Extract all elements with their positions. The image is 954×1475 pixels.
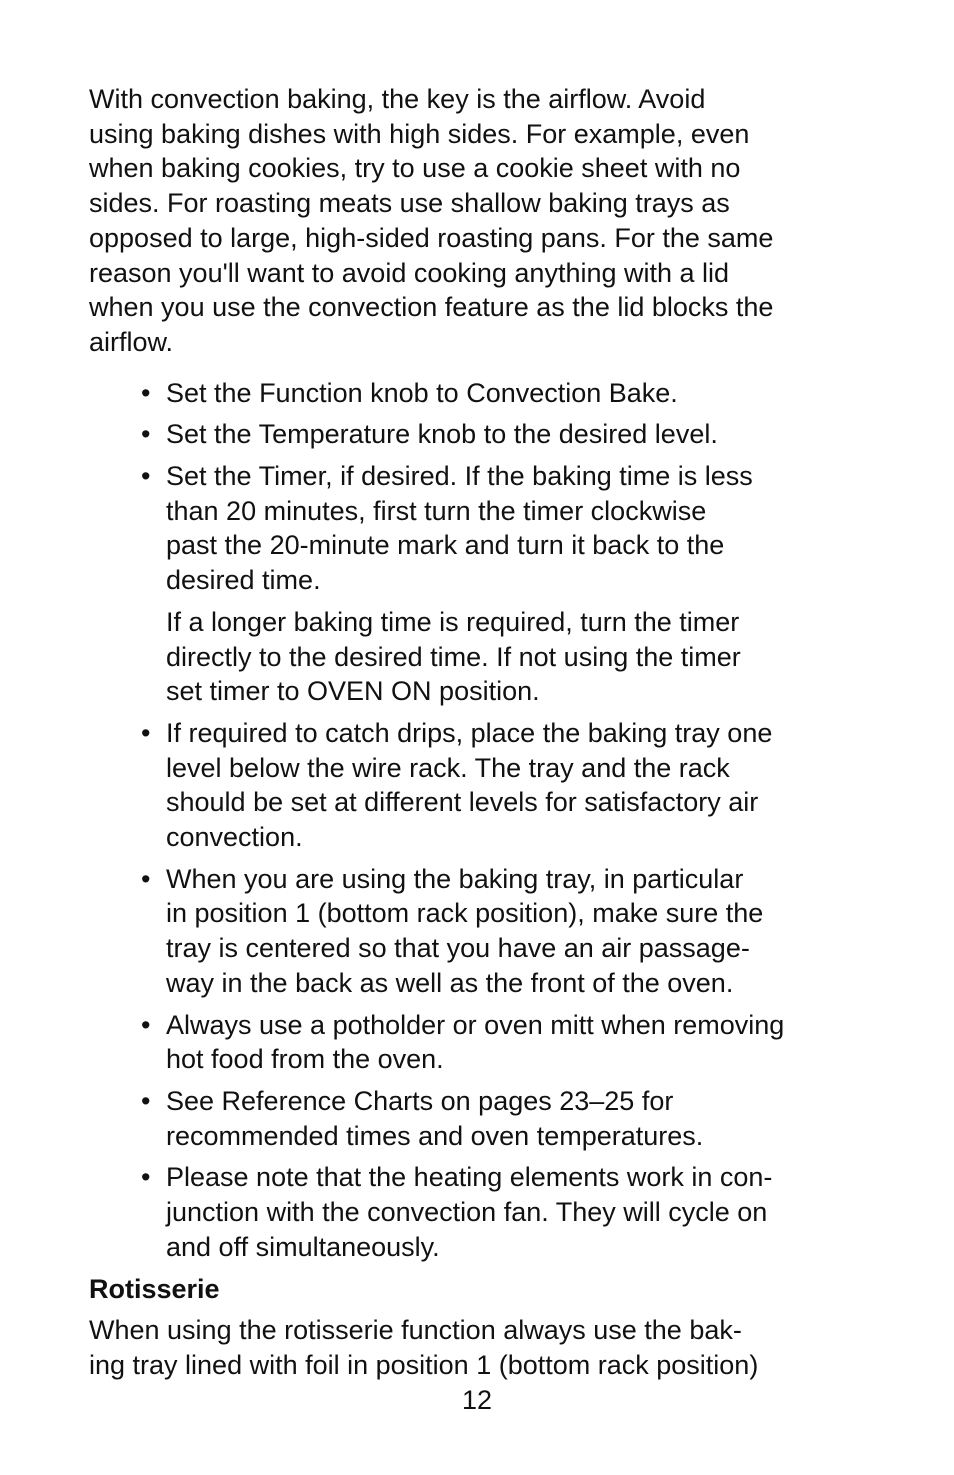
- list-item-text: Please note that the heating elements work in con- junction with the convection fan. They will cycle on and off simultaneously.: [166, 1162, 773, 1262]
- section-heading: Rotisserie: [89, 1273, 220, 1304]
- list-item-text: Always use a potholder or oven mitt when removing hot food from the oven.: [166, 1009, 785, 1075]
- page-number: 12: [461, 1385, 493, 1415]
- list-item: [89, 459, 875, 709]
- bullet-icon: •: [141, 1009, 151, 1040]
- section-paragraph: When using the rotisserie function always use the bak- ing tray lined with foil in position 1 (bottom rack position): [89, 1315, 759, 1380]
- list-item-text: See Reference Charts on pages 23–25 for recommended times and oven temperatures.: [166, 1085, 704, 1151]
- bullet-icon: •: [141, 377, 151, 408]
- list-item: [89, 716, 875, 855]
- bullet-icon: •: [141, 419, 151, 450]
- list-item: [89, 1008, 875, 1077]
- list-item: [89, 862, 875, 1001]
- instruction-list: [89, 376, 875, 1265]
- list-item-text: When you are using the baking tray, in particular in position 1 (bottom rack position), make sure the tray is centered so that you have an air passage- way in the back as well as the front of the oven.: [166, 863, 764, 998]
- list-item-text: Set the Temperature knob to the desired level.: [166, 419, 718, 450]
- intro-paragraph: With convection baking, the key is the airflow. Avoid using baking dishes with high sides. For example, even when baking cookies, try to use a cookie sheet with no sides. For roasting meats use shallow baking trays as opposed to large, high-sided roasting pans. For the same reason you'll want to avoid cooking anything with a lid when you use the convection feature as the lid blocks the airflow.: [89, 84, 774, 357]
- list-item: [89, 376, 875, 411]
- bullet-icon: •: [141, 717, 151, 748]
- list-item-text: Set the Function knob to Convection Bake.: [166, 377, 678, 408]
- bullet-icon: •: [141, 461, 151, 492]
- list-item: [89, 1084, 875, 1153]
- bullet-icon: •: [141, 1162, 151, 1193]
- list-item: [89, 417, 875, 452]
- bullet-icon: •: [141, 863, 151, 894]
- document-page: [89, 82, 875, 1383]
- list-item: [89, 1160, 875, 1264]
- list-item-text: If required to catch drips, place the baking tray one level below the wire rack. The tray and the rack should be set at different levels for satisfactory air convection.: [166, 717, 773, 853]
- bullet-icon: •: [141, 1085, 151, 1116]
- list-item-subparagraph: If a longer baking time is required, turn the timer directly to the desired time. If not using the timer set timer to OVEN ON position.: [166, 606, 741, 707]
- list-item-text: Set the Timer, if desired. If the baking time is less than 20 minutes, first turn the timer clockwise past the 20-minute mark and turn it back to the desired time.: [166, 461, 753, 596]
